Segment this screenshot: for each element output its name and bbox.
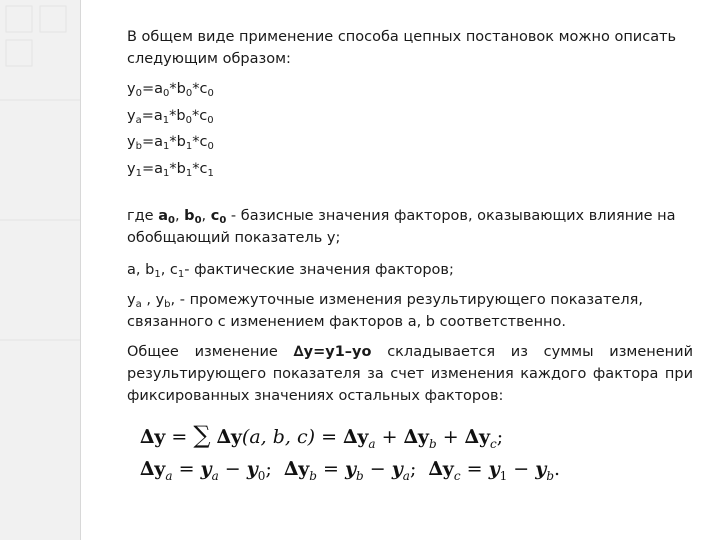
formula-list <box>127 76 693 182</box>
change-formulas <box>140 418 580 486</box>
formula-y0: $y_0=a_0*b_0*c_0$ <box>127 81 214 99</box>
where-paragraph: где $a_0$, $b_0$, $c_0$ - базисные значения факторов, оказывающих влияние на обобщающий показатель y; <box>127 208 676 246</box>
intro-paragraph <box>127 26 693 70</box>
intro-line-2: следующим образом: <box>127 51 291 67</box>
overall-change-paragraph: Общее изменение ∆y=y1–yo складывается из суммы изменений результирующего показателя за счет изменения каждого фактора при фиксированных значениях остальных факторов: <box>127 344 693 404</box>
formula-ya: $y_a=a_1*b_0*c_0$ <box>127 107 214 126</box>
intermediate-paragraph: $y_a$ , $y_b$, - промежуточные изменения результирующего показателя, связанного с изменением факторов а, b соответственно. <box>127 292 643 330</box>
factor-change-formulas: $\Delta y_a = y_a - y_0$; $\Delta y_b = y_b - y_a$; $\Delta y_c = y_1 - y_b$. <box>140 458 561 483</box>
intro-line-1: В общем виде применение способа цепных постановок можно описать <box>127 29 677 45</box>
actual-values-paragraph: a, $b_1$, $c_1-$ фактические значения факторов; <box>127 262 454 280</box>
total-change-formula: ∆y = ∑ ∆y(a, b, $c) = \Delta y_a + \Delta y_b + \Delta y_c$; <box>140 421 504 451</box>
formula-y1: $y_1=a_1*b_1*c_1$ <box>127 160 214 179</box>
slide-body <box>127 26 693 407</box>
formula-yb: $y_b=a_1*b_1*c_0$ <box>127 134 214 152</box>
decorative-side-panel <box>0 0 81 540</box>
decorative-pattern <box>0 0 80 540</box>
